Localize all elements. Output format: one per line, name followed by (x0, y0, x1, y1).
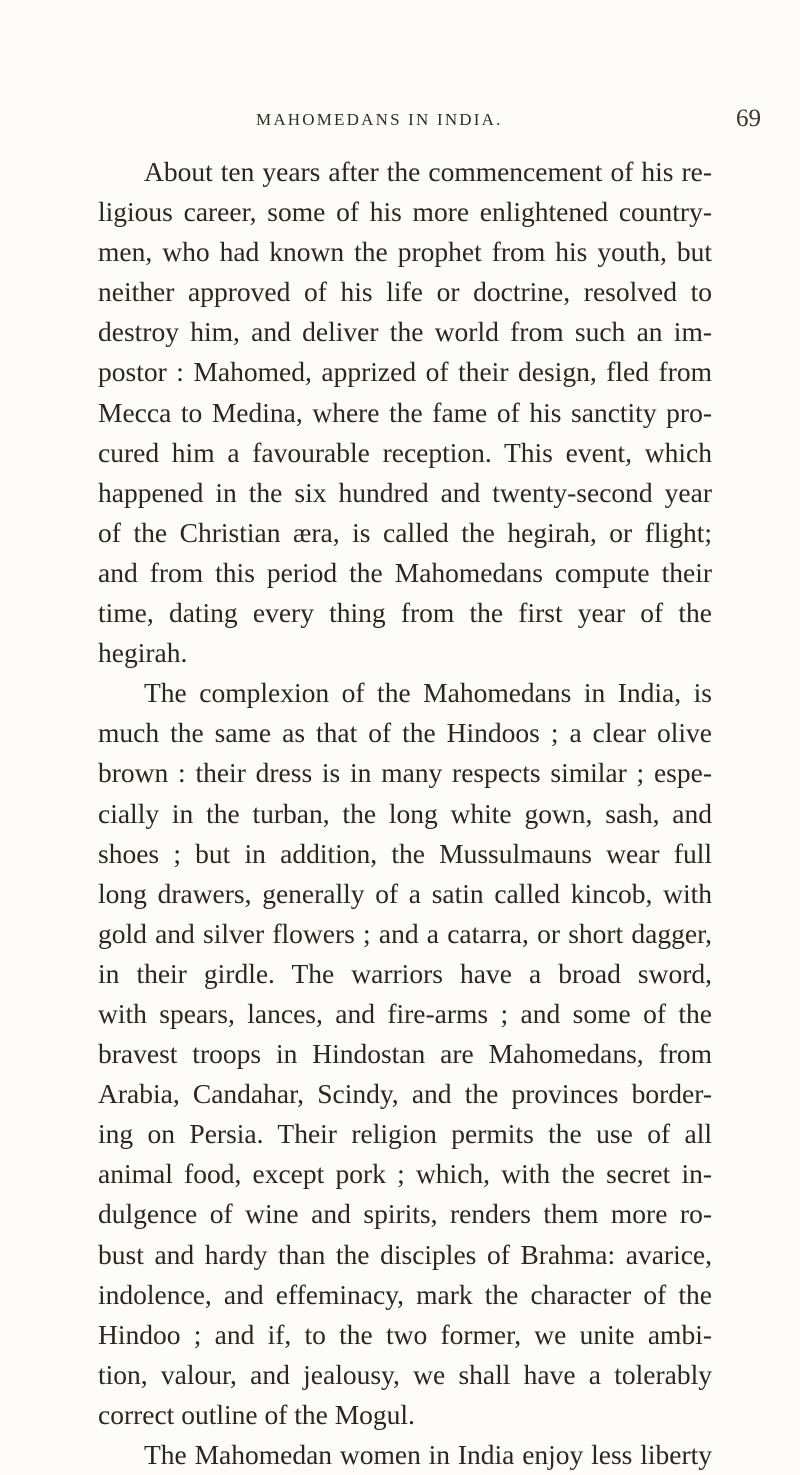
text-line: correct outline of the Mogul. (98, 1398, 415, 1430)
body-text (98, 152, 712, 1475)
text-line: time, dating every thing from the first year of the (98, 597, 712, 629)
paragraph (98, 152, 712, 673)
text-line: hegirah. (98, 637, 188, 669)
text-line: ligious career, some of his more enlightened country- (98, 196, 712, 228)
paragraph (98, 1435, 712, 1475)
text-line: much the same as that of the Hindoos ; a clear olive (98, 717, 712, 749)
text-line: in their girdle. The warriors have a broad sword, (98, 957, 712, 989)
text-line: tion, valour, and jealousy, we shall have a tolerably (98, 1358, 712, 1390)
text-line: with spears, lances, and fire-arms ; and some of the (98, 997, 712, 1029)
paragraph (98, 673, 712, 1435)
text-line: The complexion of the Mahomedans in India, is (144, 677, 712, 709)
text-line: bravest troops in Hindostan are Mahomedans, from (98, 1038, 712, 1070)
text-line: and from this period the Mahomedans compute their (98, 556, 712, 588)
text-line: The Mahomedan women in India enjoy less liberty (144, 1439, 712, 1470)
text-line: men, who had known the prophet from his youth, but (98, 236, 712, 268)
text-line: indolence, and effeminacy, mark the character of the (98, 1278, 712, 1310)
text-line: cially in the turban, the long white gown, sash, and (98, 797, 712, 829)
text-line: About ten years after the commencement of his re- (144, 156, 712, 187)
text-line: neither approved of his life or doctrine, resolved to (98, 276, 712, 308)
text-line: gold and silver flowers ; and a catarra, or short dagger, (98, 917, 712, 949)
text-line: Mecca to Medina, where the fame of his sanctity pro- (98, 396, 712, 428)
running-head: MAHOMEDANS IN INDIA. (256, 110, 503, 129)
text-line: brown : their dress is in many respects similar ; espe- (98, 757, 712, 789)
text-line: dulgence of wine and spirits, renders them more ro- (98, 1198, 712, 1230)
text-line: animal food, except pork ; which, with the secret in- (98, 1158, 712, 1190)
text-line: cured him a favourable reception. This event, which (98, 436, 712, 468)
text-line: long drawers, generally of a satin called kincob, with (98, 877, 712, 909)
text-line: shoes ; but in addition, the Mussulmauns wear full (98, 837, 712, 869)
text-line: of the Christian æra, is called the hegirah, or flight; (98, 516, 712, 548)
text-line: Hindoo ; and if, to the two former, we unite ambi- (98, 1318, 712, 1350)
text-line: Arabia, Candahar, Scindy, and the provinces border- (98, 1078, 712, 1110)
text-line: postor : Mahomed, apprized of their design, fled from (98, 356, 712, 388)
text-line: bust and hardy than the disciples of Brahma: avarice, (98, 1238, 712, 1270)
text-line: happened in the six hundred and twenty-second year (98, 476, 712, 508)
page-header (0, 105, 800, 140)
text-line: destroy him, and deliver the world from such an im- (98, 316, 712, 348)
text-line: ing on Persia. Their religion permits the use of all (98, 1118, 712, 1150)
page-number: 69 (736, 105, 761, 132)
